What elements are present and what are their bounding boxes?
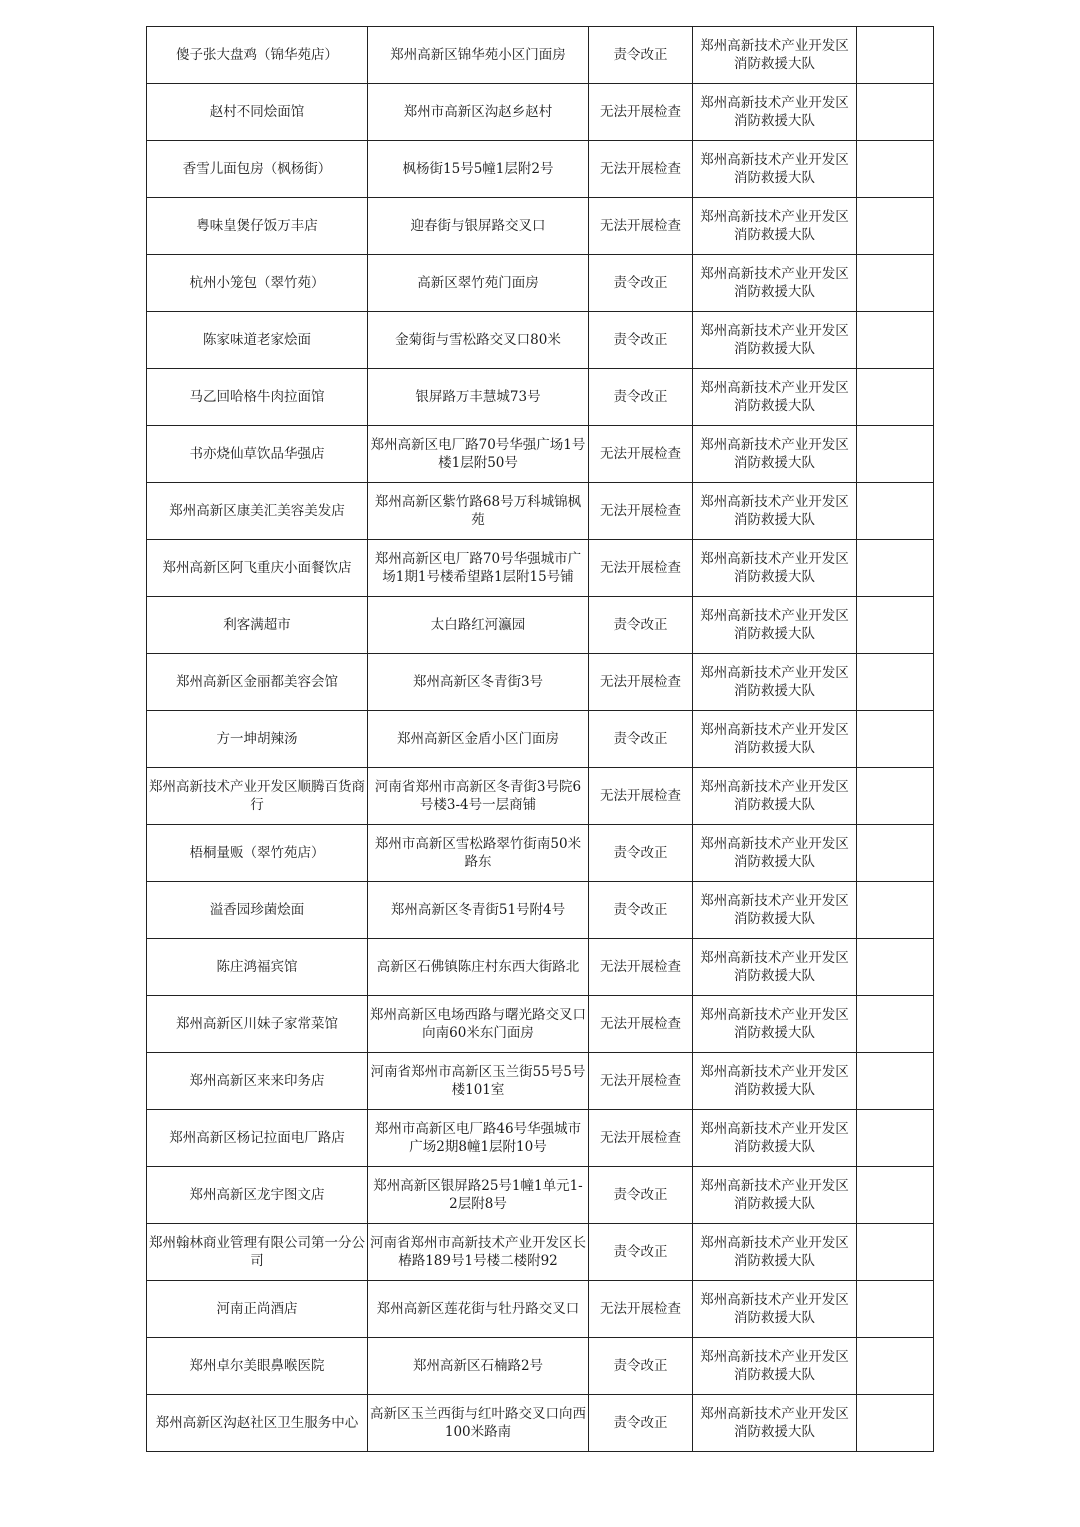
table-row — [147, 711, 934, 768]
cell-remarks — [857, 1167, 934, 1224]
cell-inspecting-unit: 郑州高新技术产业开发区消防救援大队 — [693, 141, 857, 198]
table-row — [147, 1224, 934, 1281]
cell-remarks — [857, 654, 934, 711]
cell-business-name: 郑州高新区金丽都美容会馆 — [147, 654, 368, 711]
cell-remarks — [857, 483, 934, 540]
cell-inspection-result: 无法开展检查 — [589, 198, 693, 255]
cell-remarks — [857, 198, 934, 255]
cell-inspecting-unit: 郑州高新技术产业开发区消防救援大队 — [693, 369, 857, 426]
cell-address: 郑州高新区莲花街与牡丹路交叉口 — [368, 1281, 589, 1338]
cell-inspecting-unit: 郑州高新技术产业开发区消防救援大队 — [693, 198, 857, 255]
cell-inspection-result: 无法开展检查 — [589, 1053, 693, 1110]
cell-business-name: 郑州高新区来来印务店 — [147, 1053, 368, 1110]
cell-remarks — [857, 1110, 934, 1167]
cell-inspecting-unit: 郑州高新技术产业开发区消防救援大队 — [693, 312, 857, 369]
cell-address: 高新区玉兰西街与红叶路交叉口向西100米路南 — [368, 1395, 589, 1452]
cell-inspecting-unit: 郑州高新技术产业开发区消防救援大队 — [693, 1338, 857, 1395]
cell-address: 河南省郑州市高新技术产业开发区长椿路189号1号楼二楼附92 — [368, 1224, 589, 1281]
table-row — [147, 369, 934, 426]
cell-remarks — [857, 597, 934, 654]
cell-inspection-result: 无法开展检查 — [589, 540, 693, 597]
cell-business-name: 郑州高新区龙宇图文店 — [147, 1167, 368, 1224]
cell-address: 郑州市高新区电厂路46号华强城市广场2期8幢1层附10号 — [368, 1110, 589, 1167]
cell-address: 太白路红河瀛园 — [368, 597, 589, 654]
table-row — [147, 255, 934, 312]
cell-business-name: 郑州高新区川妹子家常菜馆 — [147, 996, 368, 1053]
cell-business-name: 郑州翰林商业管理有限公司第一分公司 — [147, 1224, 368, 1281]
cell-address: 郑州高新区电厂路70号华强广场1号楼1层附50号 — [368, 426, 589, 483]
cell-inspection-result: 责令改正 — [589, 27, 693, 84]
cell-address: 郑州高新区电场西路与曙光路交叉口向南60米东门面房 — [368, 996, 589, 1053]
cell-remarks — [857, 426, 934, 483]
table-row — [147, 1110, 934, 1167]
cell-address: 河南省郑州市高新区冬青街3号院6号楼3-4号一层商铺 — [368, 768, 589, 825]
cell-inspection-result: 责令改正 — [589, 1167, 693, 1224]
table-row — [147, 1395, 934, 1452]
cell-inspection-result: 无法开展检查 — [589, 768, 693, 825]
table-row — [147, 1338, 934, 1395]
cell-business-name: 香雪儿面包房（枫杨街） — [147, 141, 368, 198]
cell-address: 郑州市高新区雪松路翠竹街南50米路东 — [368, 825, 589, 882]
cell-inspecting-unit: 郑州高新技术产业开发区消防救援大队 — [693, 1167, 857, 1224]
cell-inspecting-unit: 郑州高新技术产业开发区消防救援大队 — [693, 483, 857, 540]
cell-business-name: 郑州卓尔美眼鼻喉医院 — [147, 1338, 368, 1395]
cell-inspecting-unit: 郑州高新技术产业开发区消防救援大队 — [693, 426, 857, 483]
cell-inspection-result: 责令改正 — [589, 255, 693, 312]
cell-inspection-result: 责令改正 — [589, 1338, 693, 1395]
cell-address: 高新区翠竹苑门面房 — [368, 255, 589, 312]
table-row — [147, 540, 934, 597]
cell-address: 郑州高新区紫竹路68号万科城锦枫苑 — [368, 483, 589, 540]
cell-business-name: 利客满超市 — [147, 597, 368, 654]
cell-inspection-result: 无法开展检查 — [589, 996, 693, 1053]
cell-inspecting-unit: 郑州高新技术产业开发区消防救援大队 — [693, 1053, 857, 1110]
cell-inspection-result: 无法开展检查 — [589, 939, 693, 996]
cell-inspecting-unit: 郑州高新技术产业开发区消防救援大队 — [693, 939, 857, 996]
table-row — [147, 198, 934, 255]
cell-remarks — [857, 711, 934, 768]
cell-remarks — [857, 1338, 934, 1395]
cell-remarks — [857, 369, 934, 426]
cell-business-name: 杭州小笼包（翠竹苑） — [147, 255, 368, 312]
cell-address: 郑州高新区锦华苑小区门面房 — [368, 27, 589, 84]
cell-business-name: 书亦烧仙草饮品华强店 — [147, 426, 368, 483]
cell-inspection-result: 无法开展检查 — [589, 141, 693, 198]
cell-business-name: 郑州高新技术产业开发区顺腾百货商行 — [147, 768, 368, 825]
cell-remarks — [857, 255, 934, 312]
table-row — [147, 141, 934, 198]
cell-business-name: 郑州高新区杨记拉面电厂路店 — [147, 1110, 368, 1167]
table-row — [147, 825, 934, 882]
cell-address: 郑州高新区金盾小区门面房 — [368, 711, 589, 768]
cell-inspection-result: 责令改正 — [589, 1224, 693, 1281]
cell-business-name: 郑州高新区阿飞重庆小面餐饮店 — [147, 540, 368, 597]
table-row — [147, 996, 934, 1053]
table-row — [147, 312, 934, 369]
cell-inspection-result: 责令改正 — [589, 597, 693, 654]
inspection-table — [146, 26, 934, 1452]
cell-business-name: 郑州高新区沟赵社区卫生服务中心 — [147, 1395, 368, 1452]
table-row — [147, 426, 934, 483]
table-row — [147, 654, 934, 711]
table-row — [147, 939, 934, 996]
cell-address: 高新区石佛镇陈庄村东西大街路北 — [368, 939, 589, 996]
cell-inspecting-unit: 郑州高新技术产业开发区消防救援大队 — [693, 768, 857, 825]
cell-business-name: 方一坤胡辣汤 — [147, 711, 368, 768]
cell-address: 迎春街与银屏路交叉口 — [368, 198, 589, 255]
cell-business-name: 河南正尚酒店 — [147, 1281, 368, 1338]
cell-remarks — [857, 825, 934, 882]
cell-inspecting-unit: 郑州高新技术产业开发区消防救援大队 — [693, 1395, 857, 1452]
cell-remarks — [857, 1224, 934, 1281]
cell-business-name: 溢香园珍菌烩面 — [147, 882, 368, 939]
table-row — [147, 597, 934, 654]
cell-inspecting-unit: 郑州高新技术产业开发区消防救援大队 — [693, 1224, 857, 1281]
cell-inspection-result: 无法开展检查 — [589, 84, 693, 141]
cell-remarks — [857, 84, 934, 141]
cell-business-name: 粤味皇煲仔饭万丰店 — [147, 198, 368, 255]
cell-inspection-result: 无法开展检查 — [589, 654, 693, 711]
cell-business-name: 梧桐量贩（翠竹苑店） — [147, 825, 368, 882]
table-row — [147, 84, 934, 141]
cell-inspecting-unit: 郑州高新技术产业开发区消防救援大队 — [693, 1110, 857, 1167]
cell-address: 郑州高新区电厂路70号华强城市广场1期1号楼希望路1层附15号铺 — [368, 540, 589, 597]
table-row — [147, 483, 934, 540]
table-row — [147, 27, 934, 84]
cell-inspecting-unit: 郑州高新技术产业开发区消防救援大队 — [693, 825, 857, 882]
table-row — [147, 882, 934, 939]
cell-inspecting-unit: 郑州高新技术产业开发区消防救援大队 — [693, 1281, 857, 1338]
cell-address: 金菊街与雪松路交叉口80米 — [368, 312, 589, 369]
cell-inspection-result: 责令改正 — [589, 825, 693, 882]
cell-business-name: 赵村不同烩面馆 — [147, 84, 368, 141]
cell-remarks — [857, 1281, 934, 1338]
cell-inspecting-unit: 郑州高新技术产业开发区消防救援大队 — [693, 540, 857, 597]
cell-remarks — [857, 768, 934, 825]
cell-inspecting-unit: 郑州高新技术产业开发区消防救援大队 — [693, 996, 857, 1053]
cell-remarks — [857, 1395, 934, 1452]
table-row — [147, 1053, 934, 1110]
cell-remarks — [857, 996, 934, 1053]
cell-inspection-result: 责令改正 — [589, 711, 693, 768]
cell-inspecting-unit: 郑州高新技术产业开发区消防救援大队 — [693, 84, 857, 141]
cell-remarks — [857, 27, 934, 84]
cell-address: 河南省郑州市高新区玉兰街55号5号楼101室 — [368, 1053, 589, 1110]
cell-business-name: 郑州高新区康美汇美容美发店 — [147, 483, 368, 540]
cell-inspection-result: 责令改正 — [589, 312, 693, 369]
cell-inspection-result: 无法开展检查 — [589, 426, 693, 483]
cell-business-name: 马乙回哈格牛肉拉面馆 — [147, 369, 368, 426]
cell-remarks — [857, 882, 934, 939]
cell-address: 枫杨街15号5幢1层附2号 — [368, 141, 589, 198]
cell-business-name: 傻子张大盘鸡（锦华苑店） — [147, 27, 368, 84]
cell-inspecting-unit: 郑州高新技术产业开发区消防救援大队 — [693, 255, 857, 312]
cell-remarks — [857, 939, 934, 996]
cell-remarks — [857, 540, 934, 597]
table-row — [147, 1167, 934, 1224]
cell-inspecting-unit: 郑州高新技术产业开发区消防救援大队 — [693, 882, 857, 939]
cell-remarks — [857, 1053, 934, 1110]
cell-address: 郑州高新区冬青街3号 — [368, 654, 589, 711]
cell-inspecting-unit: 郑州高新技术产业开发区消防救援大队 — [693, 597, 857, 654]
cell-inspection-result: 无法开展检查 — [589, 1110, 693, 1167]
cell-inspecting-unit: 郑州高新技术产业开发区消防救援大队 — [693, 27, 857, 84]
cell-business-name: 陈家味道老家烩面 — [147, 312, 368, 369]
cell-inspection-result: 责令改正 — [589, 369, 693, 426]
cell-inspection-result: 责令改正 — [589, 1395, 693, 1452]
cell-inspecting-unit: 郑州高新技术产业开发区消防救援大队 — [693, 711, 857, 768]
cell-address: 银屏路万丰慧城73号 — [368, 369, 589, 426]
cell-remarks — [857, 141, 934, 198]
cell-inspection-result: 无法开展检查 — [589, 483, 693, 540]
cell-inspection-result: 无法开展检查 — [589, 1281, 693, 1338]
cell-remarks — [857, 312, 934, 369]
cell-address: 郑州市高新区沟赵乡赵村 — [368, 84, 589, 141]
cell-address: 郑州高新区银屏路25号1幢1单元1-2层附8号 — [368, 1167, 589, 1224]
cell-address: 郑州高新区石楠路2号 — [368, 1338, 589, 1395]
cell-inspection-result: 责令改正 — [589, 882, 693, 939]
cell-inspecting-unit: 郑州高新技术产业开发区消防救援大队 — [693, 654, 857, 711]
table-row — [147, 1281, 934, 1338]
table-row — [147, 768, 934, 825]
cell-address: 郑州高新区冬青街51号附4号 — [368, 882, 589, 939]
table-body — [147, 27, 934, 1452]
cell-business-name: 陈庄鸿福宾馆 — [147, 939, 368, 996]
